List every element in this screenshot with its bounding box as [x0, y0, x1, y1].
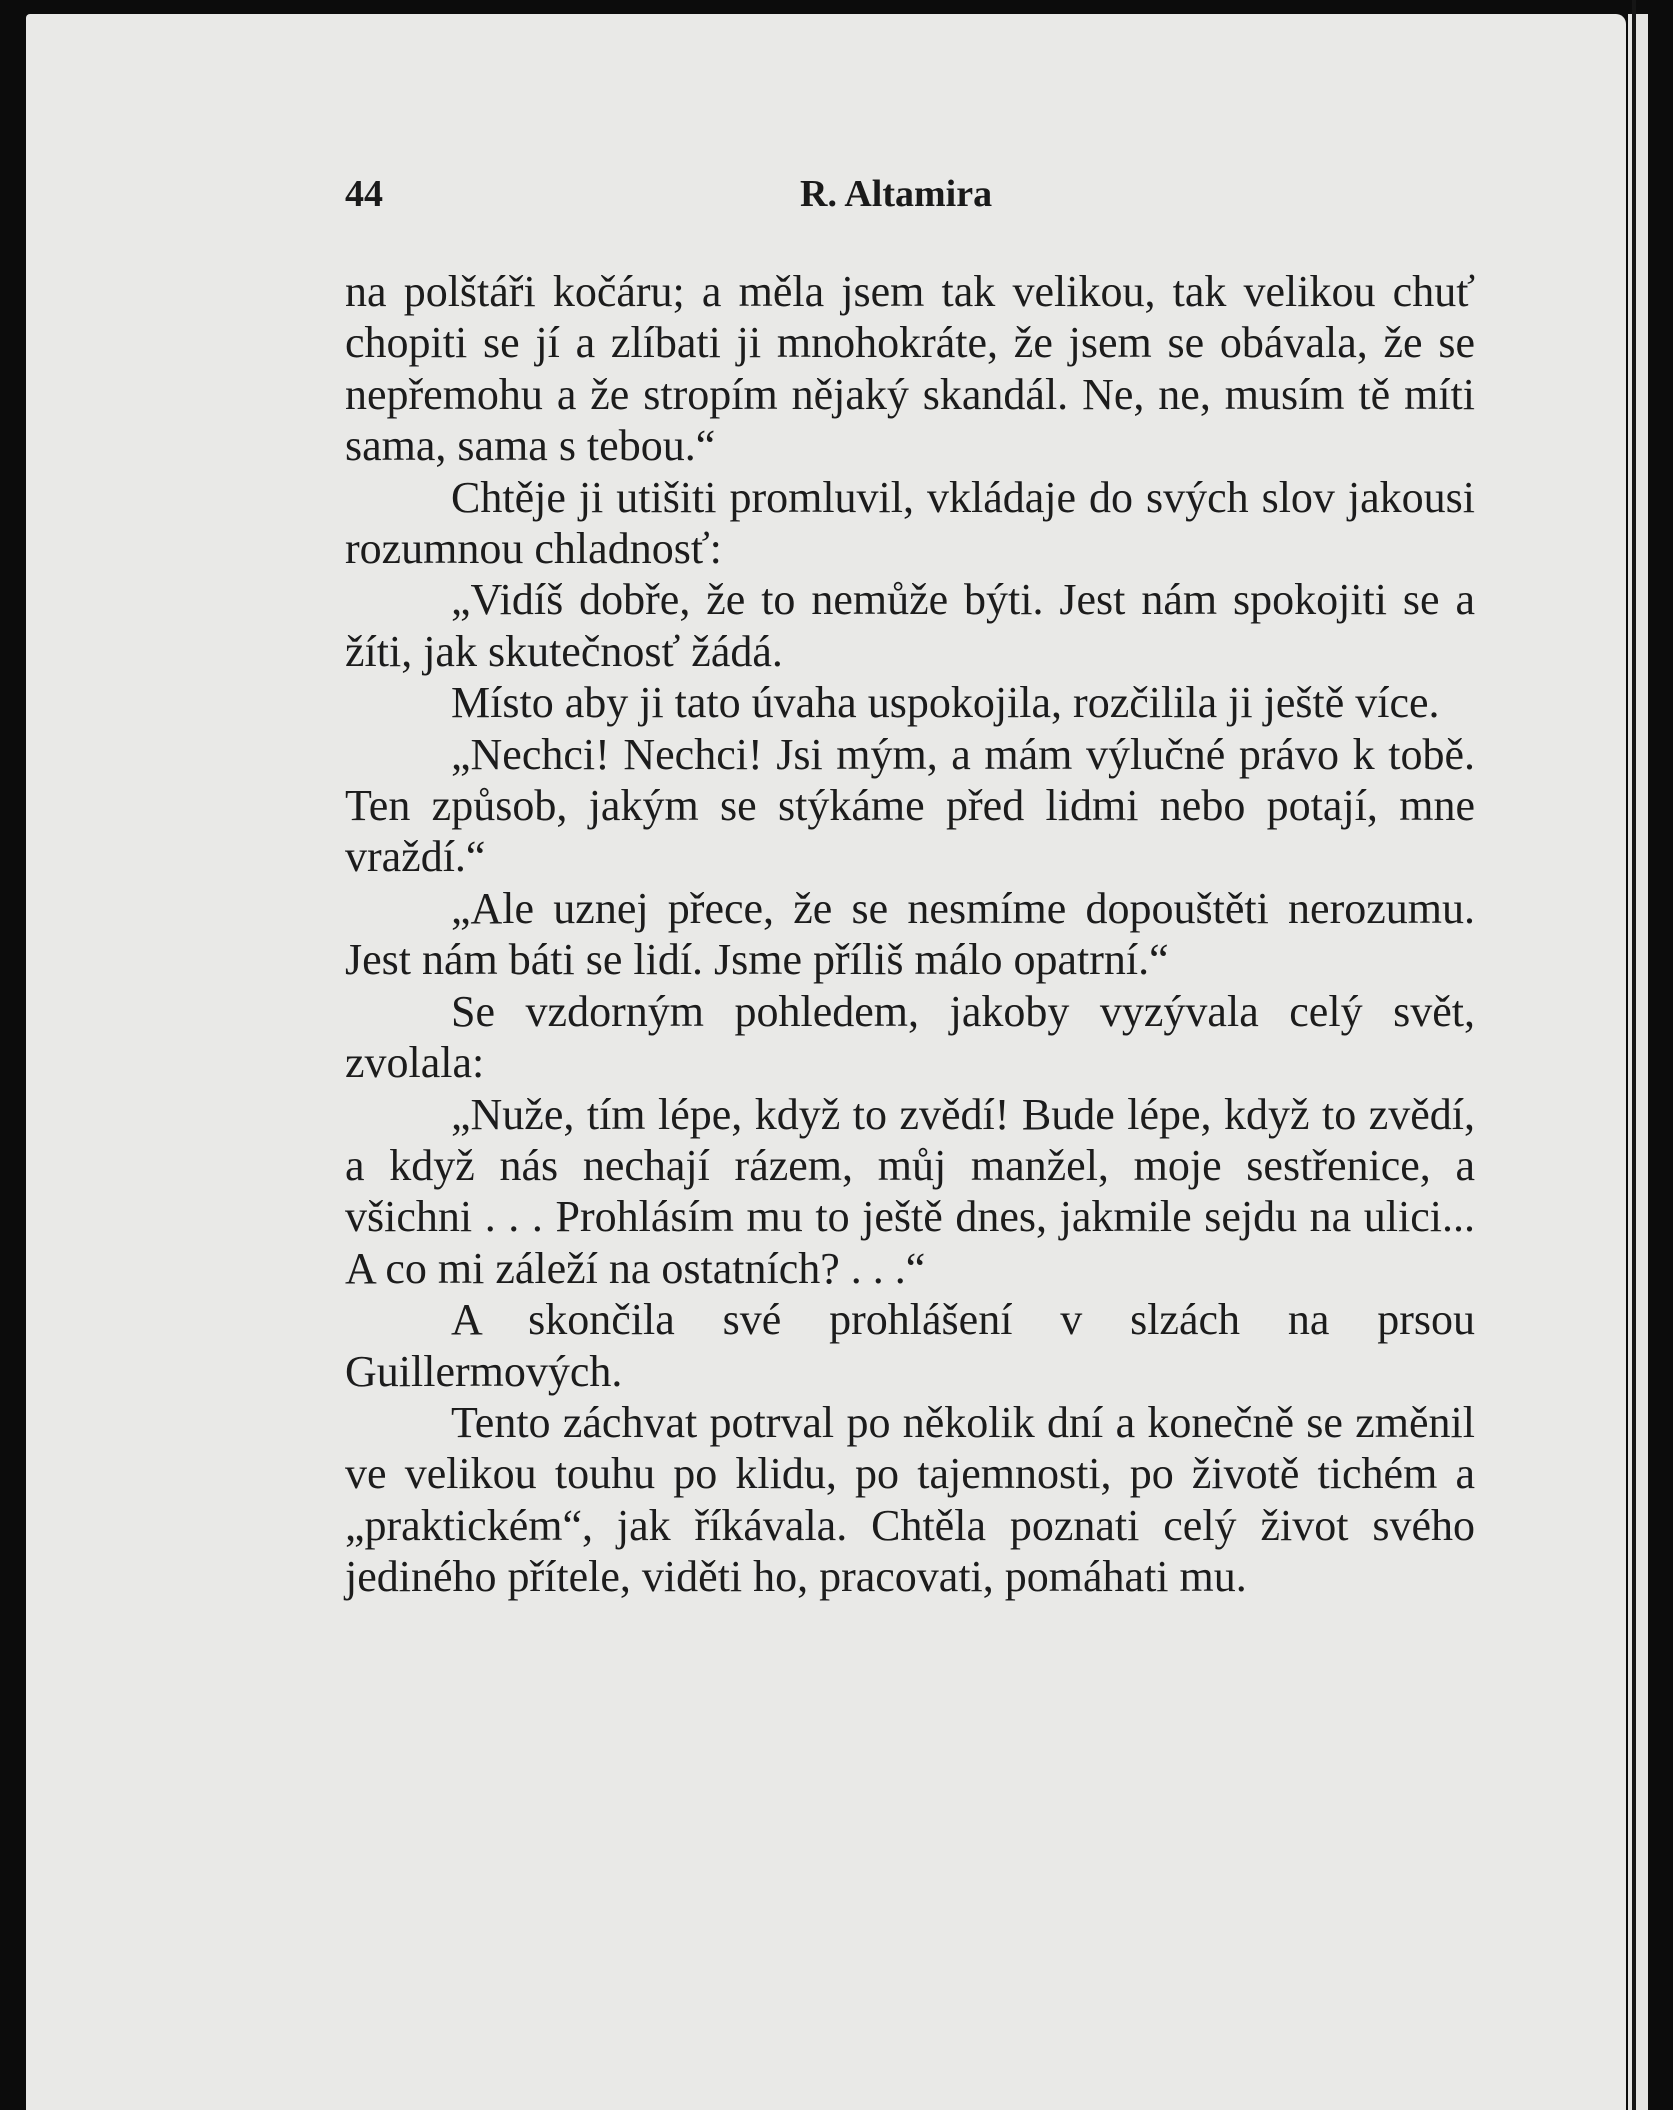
paragraph: Chtěje ji utišiti promluvil, vkládaje do svých slov jakousi rozumnou chladnosť: — [345, 472, 1475, 574]
paragraph: Tento záchvat potrval po několik dní a konečně se změnil ve velikou touhu po klidu, po tajemnosti, po životě tichém a „praktickém“, jak říkávala. Chtěla poznati celý život svého jediného přítele, viděti ho, pracovati, pomáhati mu. — [345, 1397, 1475, 1602]
paragraph: Se vzdorným pohledem, jakoby vyzývala celý svět, zvolala: — [345, 986, 1475, 1088]
body-text — [345, 266, 1475, 1603]
paragraph: A skončila své prohlášení v slzách na prsou Guillermových. — [345, 1295, 1475, 1396]
page-edge — [1628, 14, 1648, 2110]
paragraph: „Nechci! Nechci! Jsi mým, a mám výlučné právo k tobě. Ten způsob, jakým se stýkáme před lidmi nebo potají, mne vraždí.“ — [345, 729, 1475, 882]
paragraph: „Nuže, tím lépe, když to zvědí! Bude lépe, když to zvědí, a když nás nechají rázem, můj manžel, moje sestřenice, a všichni . . . Prohlásím mu to ještě dnes, jakmile sejdu na ulici... A co mi záleží na ostatních? . . .“ — [345, 1089, 1475, 1293]
page-header — [345, 172, 1475, 222]
paragraph: na polštáři kočáru; a měla jsem tak velikou, tak velikou chuť chopiti se jí a zlíbati ji mnohokráte, že jsem se obávala, že se nepřemohu a že stropím nějaký skandál. Ne, ne, musím tě míti sama, sama s tebou.“ — [345, 267, 1475, 471]
paragraph: „Ale uznej přece, že se nesmíme dopouštěti nerozumu. Jest nám báti se lidí. Jsme příliš málo opatrní.“ — [345, 883, 1475, 985]
page-number: 44 — [345, 173, 383, 215]
paragraph: Místo aby ji tato úvaha uspokojila, rozčilila ji ještě více. — [451, 678, 1440, 728]
running-head: R. Altamira — [800, 173, 993, 215]
binding-edge — [1632, 0, 1636, 2110]
paragraph: „Vidíš dobře, že to nemůže býti. Jest nám spokojiti se a žíti, jak skutečnosť žádá. — [345, 575, 1475, 676]
